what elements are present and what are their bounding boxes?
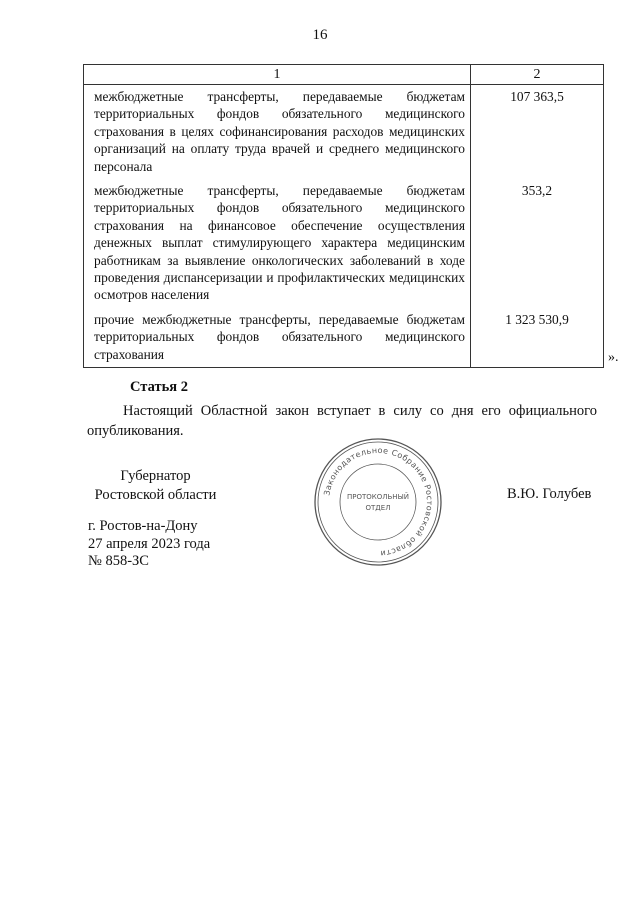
article-text: Настоящий Областной закон вступает в силу со дня его официального опубликования. xyxy=(87,403,597,439)
row-value: 353,2 xyxy=(521,183,553,199)
seal-center-line2: ОТДЕЛ xyxy=(365,504,391,512)
table-header-col-1: 1 xyxy=(84,65,471,85)
page-number: 16 xyxy=(312,27,328,43)
seal-center-line1: ПРОТОКОЛЬНЫЙ xyxy=(346,493,410,501)
row-value: 107 363,5 xyxy=(510,89,564,104)
article-title: Статья 2 xyxy=(130,379,188,395)
signatory-position xyxy=(88,467,223,505)
table-row xyxy=(84,179,604,308)
seal-ring-text: Законодательное Собрание Ростовской области xyxy=(322,445,435,559)
place-date-block xyxy=(88,518,210,571)
row-description: межбюджетные трансферты, передаваемые бюджетам территориальных фондов обязательного медицинского страхования в целях софинансирования расходов медицинских организаций на оплату труда врачей и среднего медицинского персонала xyxy=(94,89,465,174)
signatory-position-line1: Губернатор xyxy=(120,468,191,484)
signatory-position-line2: Ростовской области xyxy=(94,487,217,503)
row-description: межбюджетные трансферты, передаваемые бюджетам территориальных фондов обязательного медицинского страхования на финансовое обеспечение осуществления денежных выплат стимулирующего характера медицинским работникам за выявление онкологических заболеваний в ходе проведения диспансеризации и профилактических медицинских осмотров населения xyxy=(94,183,465,303)
row-value: 1 323 530,9 xyxy=(505,311,569,327)
city: г. Ростов-на-Дону xyxy=(88,518,198,534)
table-header-col-2: 2 xyxy=(471,65,604,85)
seal-stamp xyxy=(312,436,444,568)
budget-table xyxy=(83,64,604,368)
svg-text:Законодательное Собрание Росто xyxy=(322,446,434,558)
date: 27 апреля 2023 года xyxy=(88,535,211,552)
closing-quote: ». xyxy=(608,350,619,365)
law-number: № 858-ЗС xyxy=(88,553,149,569)
signatory-name: В.Ю. Голубев xyxy=(507,486,592,502)
table-header-row xyxy=(84,65,604,85)
table-row xyxy=(84,308,604,368)
table-row xyxy=(84,85,604,180)
row-description: прочие межбюджетные трансферты, передаваемые бюджетам территориальных фондов обязательного медицинского страхования xyxy=(94,311,465,362)
